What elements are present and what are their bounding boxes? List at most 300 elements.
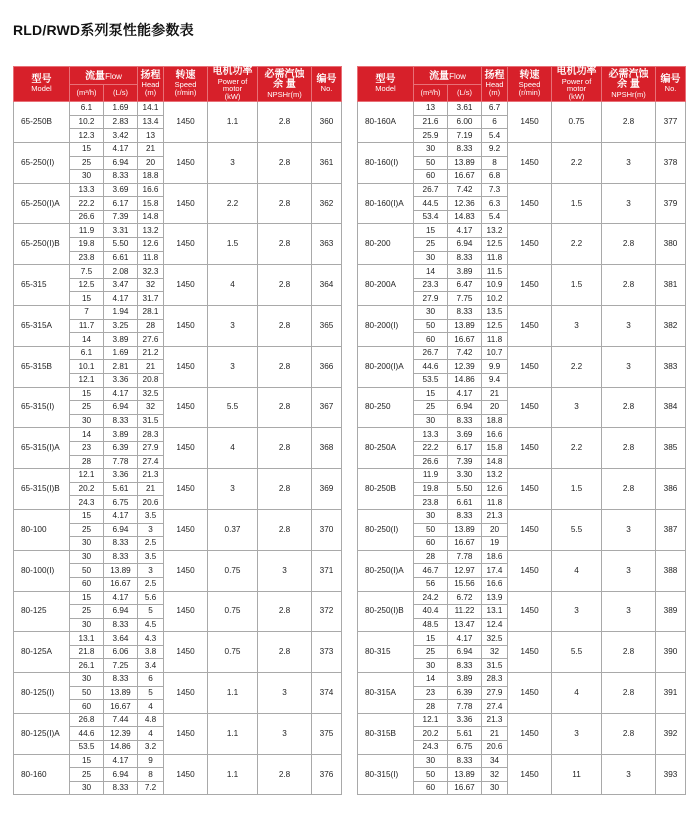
model-cell: 80-125	[14, 591, 70, 632]
header-power: 电机功率 Power of motor (kW)	[552, 67, 602, 102]
flow-m3h-cell: 53.5	[414, 374, 448, 388]
speed-cell: 1450	[508, 183, 552, 224]
flow-m3h-cell: 44.6	[70, 727, 104, 741]
flow-ls-cell: 7.78	[448, 550, 482, 564]
flow-ls-cell: 6.39	[448, 686, 482, 700]
speed-cell: 1450	[164, 713, 208, 754]
flow-m3h-cell: 26.6	[70, 210, 104, 224]
table-row	[358, 509, 686, 523]
speed-cell: 1450	[164, 346, 208, 387]
flow-m3h-cell: 15	[70, 509, 104, 523]
table-row	[14, 387, 342, 401]
npsh-cell: 3	[602, 306, 656, 347]
flow-ls-cell: 6.47	[448, 278, 482, 292]
head-cell: 11.8	[138, 251, 164, 265]
header-flow-unit-ls: (L/s)	[104, 84, 138, 101]
table-row	[14, 509, 342, 523]
flow-m3h-cell: 24.2	[414, 591, 448, 605]
head-cell: 11.8	[482, 496, 508, 510]
flow-ls-cell: 5.61	[104, 482, 138, 496]
flow-m3h-cell: 20.2	[70, 482, 104, 496]
speed-cell: 1450	[164, 550, 208, 591]
flow-ls-cell: 7.42	[448, 183, 482, 197]
flow-m3h-cell: 27.9	[414, 292, 448, 306]
flow-m3h-cell: 30	[414, 306, 448, 320]
flow-m3h-cell: 20.2	[414, 727, 448, 741]
table-row	[358, 550, 686, 564]
flow-ls-cell: 8.33	[448, 659, 482, 673]
head-cell: 4.3	[138, 632, 164, 646]
flow-m3h-cell: 10.1	[70, 360, 104, 374]
flow-m3h-cell: 25	[70, 768, 104, 782]
flow-m3h-cell: 21.8	[70, 645, 104, 659]
head-cell: 12.6	[482, 482, 508, 496]
head-cell: 9.9	[482, 360, 508, 374]
head-cell: 9.4	[482, 374, 508, 388]
power-cell: 3	[552, 387, 602, 428]
flow-m3h-cell: 50	[414, 319, 448, 333]
flow-ls-cell: 13.89	[104, 686, 138, 700]
flow-ls-cell: 8.33	[448, 754, 482, 768]
head-cell: 21	[138, 142, 164, 156]
npsh-cell: 2.8	[258, 632, 312, 673]
header-speed: 转速 Speed (r/min)	[164, 67, 208, 102]
table-row	[358, 673, 686, 687]
speed-cell: 1450	[164, 509, 208, 550]
head-cell: 5.4	[482, 129, 508, 143]
model-cell: 65-315(I)B	[14, 469, 70, 510]
flow-ls-cell: 13.89	[448, 319, 482, 333]
number-cell: 381	[656, 265, 686, 306]
table-row	[358, 591, 686, 605]
npsh-cell: 2.8	[602, 102, 656, 143]
model-cell: 65-250B	[14, 102, 70, 143]
npsh-cell: 2.8	[258, 224, 312, 265]
model-cell: 80-200	[358, 224, 414, 265]
model-cell: 80-250B	[358, 469, 414, 510]
head-cell: 11.8	[482, 251, 508, 265]
head-cell: 32	[482, 645, 508, 659]
model-cell: 65-250(I)B	[14, 224, 70, 265]
flow-m3h-cell: 25	[70, 523, 104, 537]
flow-m3h-cell: 50	[414, 768, 448, 782]
model-cell: 80-315A	[358, 673, 414, 714]
flow-ls-cell: 11.22	[448, 605, 482, 619]
head-cell: 12.5	[482, 319, 508, 333]
npsh-cell: 2.8	[258, 142, 312, 183]
head-cell: 20.6	[138, 496, 164, 510]
flow-ls-cell: 3.42	[104, 129, 138, 143]
flow-m3h-cell: 30	[414, 659, 448, 673]
head-cell: 21	[138, 482, 164, 496]
header-flow-unit-m3h: (m³/h)	[414, 84, 448, 101]
flow-ls-cell: 7.78	[104, 455, 138, 469]
head-cell: 31.7	[138, 292, 164, 306]
flow-m3h-cell: 50	[70, 564, 104, 578]
speed-cell: 1450	[508, 142, 552, 183]
flow-ls-cell: 13.47	[448, 618, 482, 632]
table-row	[14, 183, 342, 197]
head-cell: 4	[138, 700, 164, 714]
flow-m3h-cell: 26.6	[414, 455, 448, 469]
head-cell: 16.6	[482, 428, 508, 442]
flow-m3h-cell: 30	[414, 509, 448, 523]
table-body	[14, 102, 342, 795]
flow-ls-cell: 4.17	[104, 387, 138, 401]
flow-ls-cell: 6.61	[104, 251, 138, 265]
flow-ls-cell: 6.61	[448, 496, 482, 510]
number-cell: 382	[656, 306, 686, 347]
power-cell: 3	[208, 469, 258, 510]
head-cell: 28	[138, 319, 164, 333]
head-cell: 13.1	[482, 605, 508, 619]
flow-m3h-cell: 24.3	[414, 741, 448, 755]
head-cell: 15.8	[138, 197, 164, 211]
table-row	[358, 469, 686, 483]
head-cell: 3.5	[138, 550, 164, 564]
flow-ls-cell: 8.33	[104, 537, 138, 551]
flow-ls-cell: 7.25	[104, 659, 138, 673]
npsh-cell: 2.8	[258, 346, 312, 387]
head-cell: 10.9	[482, 278, 508, 292]
number-cell: 386	[656, 469, 686, 510]
head-cell: 16.6	[138, 183, 164, 197]
flow-ls-cell: 4.17	[448, 224, 482, 238]
header-no: 编号 No.	[656, 67, 686, 102]
power-cell: 2.2	[552, 428, 602, 469]
flow-m3h-cell: 15	[70, 142, 104, 156]
model-cell: 80-100(I)	[14, 550, 70, 591]
power-cell: 0.75	[208, 591, 258, 632]
model-cell: 80-250	[358, 387, 414, 428]
table-row	[14, 673, 342, 687]
flow-m3h-cell: 25	[414, 401, 448, 415]
flow-m3h-cell: 19.8	[70, 238, 104, 252]
speed-cell: 1450	[164, 387, 208, 428]
head-cell: 18.8	[482, 414, 508, 428]
flow-m3h-cell: 23.8	[414, 496, 448, 510]
table-row	[358, 142, 686, 156]
head-cell: 21	[482, 387, 508, 401]
speed-cell: 1450	[164, 469, 208, 510]
power-cell: 2.2	[552, 142, 602, 183]
head-cell: 12.6	[138, 238, 164, 252]
flow-m3h-cell: 23	[70, 441, 104, 455]
npsh-cell: 3	[602, 591, 656, 632]
power-cell: 3	[552, 713, 602, 754]
number-cell: 373	[312, 632, 342, 673]
npsh-cell: 2.8	[602, 224, 656, 265]
flow-m3h-cell: 24.3	[70, 496, 104, 510]
flow-m3h-cell: 10.2	[70, 115, 104, 129]
flow-m3h-cell: 46.7	[414, 564, 448, 578]
header-npsh: 必需汽蚀 余 量 NPSHr(m)	[602, 67, 656, 102]
speed-cell: 1450	[508, 591, 552, 632]
flow-m3h-cell: 30	[70, 537, 104, 551]
flow-ls-cell: 5.61	[448, 727, 482, 741]
head-cell: 16.6	[482, 577, 508, 591]
model-cell: 80-125A	[14, 632, 70, 673]
flow-m3h-cell: 53.5	[70, 741, 104, 755]
table-row	[358, 265, 686, 279]
model-cell: 80-250A	[358, 428, 414, 469]
head-cell: 28.3	[482, 673, 508, 687]
power-cell: 1.5	[552, 183, 602, 224]
flow-ls-cell: 12.97	[448, 564, 482, 578]
head-cell: 9	[138, 754, 164, 768]
power-cell: 3	[208, 306, 258, 347]
flow-m3h-cell: 50	[70, 686, 104, 700]
flow-ls-cell: 14.86	[448, 374, 482, 388]
number-cell: 390	[656, 632, 686, 673]
flow-ls-cell: 12.36	[448, 197, 482, 211]
power-cell: 0.75	[208, 632, 258, 673]
flow-ls-cell: 13.89	[104, 564, 138, 578]
power-cell: 1.1	[208, 754, 258, 795]
number-cell: 376	[312, 754, 342, 795]
npsh-cell: 2.8	[258, 509, 312, 550]
speed-cell: 1450	[164, 428, 208, 469]
flow-m3h-cell: 25	[414, 238, 448, 252]
power-cell: 2.2	[208, 183, 258, 224]
flow-m3h-cell: 30	[70, 673, 104, 687]
head-cell: 18.6	[482, 550, 508, 564]
table-row	[358, 346, 686, 360]
model-cell: 80-125(I)A	[14, 713, 70, 754]
flow-ls-cell: 6.94	[104, 605, 138, 619]
header-flow: 流量Flow	[70, 67, 138, 85]
flow-ls-cell: 5.50	[448, 482, 482, 496]
model-cell: 65-315	[14, 265, 70, 306]
table-row	[14, 265, 342, 279]
flow-ls-cell: 6.00	[448, 115, 482, 129]
speed-cell: 1450	[508, 102, 552, 143]
flow-ls-cell: 7.78	[448, 700, 482, 714]
model-cell: 80-315B	[358, 713, 414, 754]
head-cell: 20.8	[138, 374, 164, 388]
flow-ls-cell: 3.89	[448, 673, 482, 687]
flow-m3h-cell: 25	[70, 401, 104, 415]
flow-ls-cell: 3.69	[448, 428, 482, 442]
number-cell: 392	[656, 713, 686, 754]
flow-m3h-cell: 60	[414, 537, 448, 551]
head-cell: 32.3	[138, 265, 164, 279]
model-cell: 80-250(I)A	[358, 550, 414, 591]
npsh-cell: 3	[258, 673, 312, 714]
flow-ls-cell: 4.17	[448, 387, 482, 401]
flow-ls-cell: 12.39	[448, 360, 482, 374]
head-cell: 6.3	[482, 197, 508, 211]
table-row	[358, 632, 686, 646]
speed-cell: 1450	[508, 754, 552, 795]
speed-cell: 1450	[508, 265, 552, 306]
npsh-cell: 3	[602, 754, 656, 795]
head-cell: 20	[482, 523, 508, 537]
flow-ls-cell: 13.89	[448, 768, 482, 782]
flow-m3h-cell: 23.3	[414, 278, 448, 292]
flow-ls-cell: 1.69	[104, 102, 138, 116]
number-cell: 374	[312, 673, 342, 714]
head-cell: 14.1	[138, 102, 164, 116]
header-power: 电机功率 Power of motor (kW)	[208, 67, 258, 102]
flow-ls-cell: 3.89	[104, 428, 138, 442]
flow-ls-cell: 6.17	[448, 441, 482, 455]
table-row	[14, 632, 342, 646]
number-cell: 385	[656, 428, 686, 469]
npsh-cell: 2.8	[602, 673, 656, 714]
table-row	[14, 754, 342, 768]
number-cell: 389	[656, 591, 686, 632]
head-cell: 6	[482, 115, 508, 129]
flow-m3h-cell: 13.1	[70, 632, 104, 646]
speed-cell: 1450	[164, 265, 208, 306]
power-cell: 0.75	[552, 102, 602, 143]
flow-ls-cell: 16.67	[448, 537, 482, 551]
model-cell: 65-315A	[14, 306, 70, 347]
flow-m3h-cell: 30	[414, 142, 448, 156]
head-cell: 21	[138, 360, 164, 374]
flow-m3h-cell: 12.1	[70, 469, 104, 483]
flow-m3h-cell: 28	[414, 550, 448, 564]
flow-m3h-cell: 30	[70, 618, 104, 632]
flow-ls-cell: 16.67	[104, 577, 138, 591]
flow-m3h-cell: 15	[70, 292, 104, 306]
number-cell: 380	[656, 224, 686, 265]
flow-ls-cell: 8.33	[448, 414, 482, 428]
speed-cell: 1450	[164, 224, 208, 265]
npsh-cell: 2.8	[602, 469, 656, 510]
model-cell: 80-200(I)A	[358, 346, 414, 387]
head-cell: 10.7	[482, 346, 508, 360]
flow-ls-cell: 3.25	[104, 319, 138, 333]
head-cell: 32	[138, 278, 164, 292]
number-cell: 372	[312, 591, 342, 632]
header-flow-unit-ls: (L/s)	[448, 84, 482, 101]
head-cell: 12.5	[482, 238, 508, 252]
npsh-cell: 2.8	[258, 591, 312, 632]
number-cell: 367	[312, 387, 342, 428]
head-cell: 5	[138, 686, 164, 700]
flow-m3h-cell: 13.3	[70, 183, 104, 197]
flow-ls-cell: 3.36	[104, 469, 138, 483]
model-cell: 80-315(I)	[358, 754, 414, 795]
number-cell: 370	[312, 509, 342, 550]
flow-ls-cell: 15.56	[448, 577, 482, 591]
speed-cell: 1450	[508, 428, 552, 469]
flow-ls-cell: 7.75	[448, 292, 482, 306]
flow-ls-cell: 6.94	[448, 238, 482, 252]
npsh-cell: 2.8	[258, 102, 312, 143]
flow-ls-cell: 6.75	[104, 496, 138, 510]
head-cell: 2.5	[138, 537, 164, 551]
power-cell: 4	[552, 673, 602, 714]
header-head: 扬程 Head (m)	[138, 67, 164, 102]
head-cell: 30	[482, 781, 508, 795]
npsh-cell: 3	[258, 550, 312, 591]
power-cell: 1.1	[208, 673, 258, 714]
number-cell: 361	[312, 142, 342, 183]
npsh-cell: 3	[258, 713, 312, 754]
power-cell: 0.37	[208, 509, 258, 550]
speed-cell: 1450	[164, 632, 208, 673]
flow-ls-cell: 3.89	[104, 333, 138, 347]
head-cell: 20	[482, 401, 508, 415]
header-speed: 转速 Speed (r/min)	[508, 67, 552, 102]
model-cell: 65-315(I)A	[14, 428, 70, 469]
flow-ls-cell: 16.67	[448, 170, 482, 184]
flow-m3h-cell: 30	[70, 781, 104, 795]
speed-cell: 1450	[164, 183, 208, 224]
table-row	[14, 102, 342, 116]
power-cell: 1.5	[552, 265, 602, 306]
head-cell: 21.3	[138, 469, 164, 483]
flow-m3h-cell: 13.3	[414, 428, 448, 442]
npsh-cell: 2.8	[258, 183, 312, 224]
flow-ls-cell: 4.17	[104, 292, 138, 306]
head-cell: 5.4	[482, 210, 508, 224]
flow-m3h-cell: 50	[414, 523, 448, 537]
flow-ls-cell: 7.19	[448, 129, 482, 143]
table-row	[14, 428, 342, 442]
number-cell: 393	[656, 754, 686, 795]
power-cell: 2.2	[552, 346, 602, 387]
head-cell: 4.8	[138, 713, 164, 727]
power-cell: 4	[208, 428, 258, 469]
flow-ls-cell: 3.69	[104, 183, 138, 197]
flow-ls-cell: 4.17	[104, 754, 138, 768]
head-cell: 12.4	[482, 618, 508, 632]
flow-ls-cell: 3.36	[104, 374, 138, 388]
flow-ls-cell: 12.39	[104, 727, 138, 741]
flow-m3h-cell: 50	[414, 156, 448, 170]
flow-ls-cell: 6.94	[104, 401, 138, 415]
npsh-cell: 2.8	[602, 265, 656, 306]
head-cell: 13.2	[482, 469, 508, 483]
table-row	[14, 591, 342, 605]
head-cell: 13.9	[482, 591, 508, 605]
performance-table-right	[357, 66, 686, 795]
head-cell: 2.5	[138, 577, 164, 591]
number-cell: 368	[312, 428, 342, 469]
header-npsh: 必需汽蚀 余 量 NPSHr(m)	[258, 67, 312, 102]
flow-m3h-cell: 30	[414, 754, 448, 768]
head-cell: 6.7	[482, 102, 508, 116]
npsh-cell: 2.8	[258, 265, 312, 306]
head-cell: 6.8	[482, 170, 508, 184]
flow-ls-cell: 2.08	[104, 265, 138, 279]
flow-m3h-cell: 30	[414, 251, 448, 265]
model-cell: 65-250(I)A	[14, 183, 70, 224]
flow-ls-cell: 6.75	[448, 741, 482, 755]
power-cell: 1.5	[208, 224, 258, 265]
head-cell: 5	[138, 605, 164, 619]
speed-cell: 1450	[164, 673, 208, 714]
number-cell: 363	[312, 224, 342, 265]
flow-m3h-cell: 15	[70, 591, 104, 605]
header-head: 扬程 Head (m)	[482, 67, 508, 102]
table-row	[358, 183, 686, 197]
flow-ls-cell: 4.17	[448, 632, 482, 646]
head-cell: 3	[138, 564, 164, 578]
flow-ls-cell: 4.17	[104, 509, 138, 523]
table-row	[358, 713, 686, 727]
head-cell: 11.8	[482, 333, 508, 347]
number-cell: 391	[656, 673, 686, 714]
head-cell: 31.5	[138, 414, 164, 428]
page-title: RLD/RWD系列泵性能参数表	[13, 22, 194, 38]
model-cell: 80-100	[14, 509, 70, 550]
number-cell: 371	[312, 550, 342, 591]
